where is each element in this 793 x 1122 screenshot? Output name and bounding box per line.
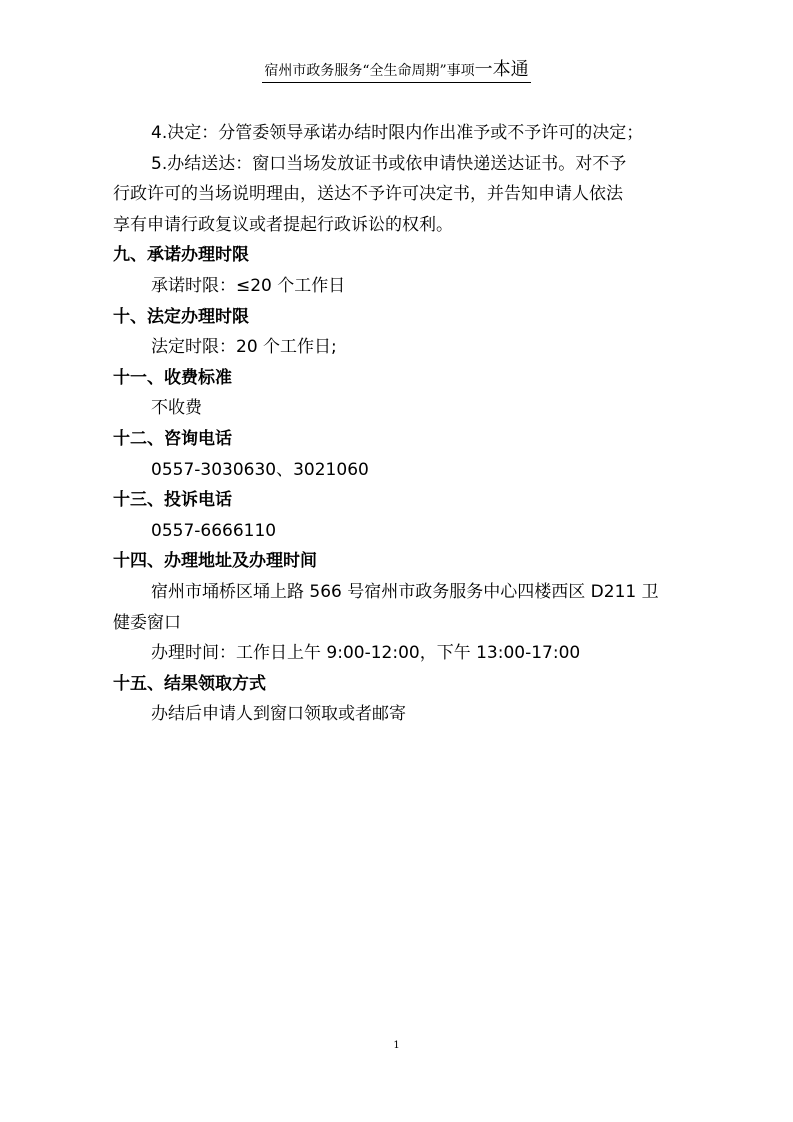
section-content-legal-time: 法定时限：20 个工作日; — [151, 337, 337, 358]
section-content-fee: 不收费 — [151, 398, 202, 419]
section-content-address-line-2: 健委窗口 — [113, 612, 181, 633]
section-heading-fee: 十一、收费标准 — [113, 367, 232, 388]
section-content-result-pickup: 办结后申请人到窗口领取或者邮寄 — [151, 704, 406, 725]
section-heading-address-hours: 十四、办理地址及办理时间 — [113, 551, 317, 572]
header-title-small: 宿州市政务服务“全生命周期”事项 — [264, 63, 475, 79]
header-title — [262, 60, 530, 83]
page-number: 1 — [393, 1040, 400, 1051]
section-content-complaint-phone: 0557-6666110 — [151, 520, 277, 541]
step-4-decision: 4.决定：分管委领导承诺办结时限内作出准予或不予许可的决定； — [151, 123, 644, 143]
section-content-promise-time: 承诺时限：≤20 个工作日 — [151, 275, 346, 296]
section-heading-complaint-phone: 十三、投诉电话 — [113, 490, 232, 511]
section-content-hours: 办理时间：工作日上午 9:00-12:00，下午 13:00-17:00 — [151, 643, 581, 664]
document-body — [113, 118, 693, 730]
section-heading-promise-time: 九、承诺办理时限 — [113, 245, 249, 266]
header-title-big: 一本通 — [474, 59, 529, 80]
section-heading-legal-time: 十、法定办理时限 — [113, 306, 249, 327]
step-5-line-2: 行政许可的当场说明理由，送达不予许可决定书，并告知申请人依法 — [113, 184, 623, 205]
section-content-consult-phone: 0557-3030630、3021060 — [151, 459, 369, 480]
section-content-address-line-1: 宿州市埇桥区埇上路 566 号宿州市政务服务中心四楼西区 D211 卫 — [151, 581, 659, 602]
page-header — [0, 60, 793, 83]
step-5-line-3: 享有申请行政复议或者提起行政诉讼的权利。 — [113, 214, 453, 235]
section-heading-consult-phone: 十二、咨询电话 — [113, 428, 232, 449]
step-5-line-1: 5.办结送达：窗口当场发放证书或依申请快递送达证书。对不予 — [151, 153, 627, 174]
section-heading-result-pickup: 十五、结果领取方式 — [113, 673, 266, 694]
